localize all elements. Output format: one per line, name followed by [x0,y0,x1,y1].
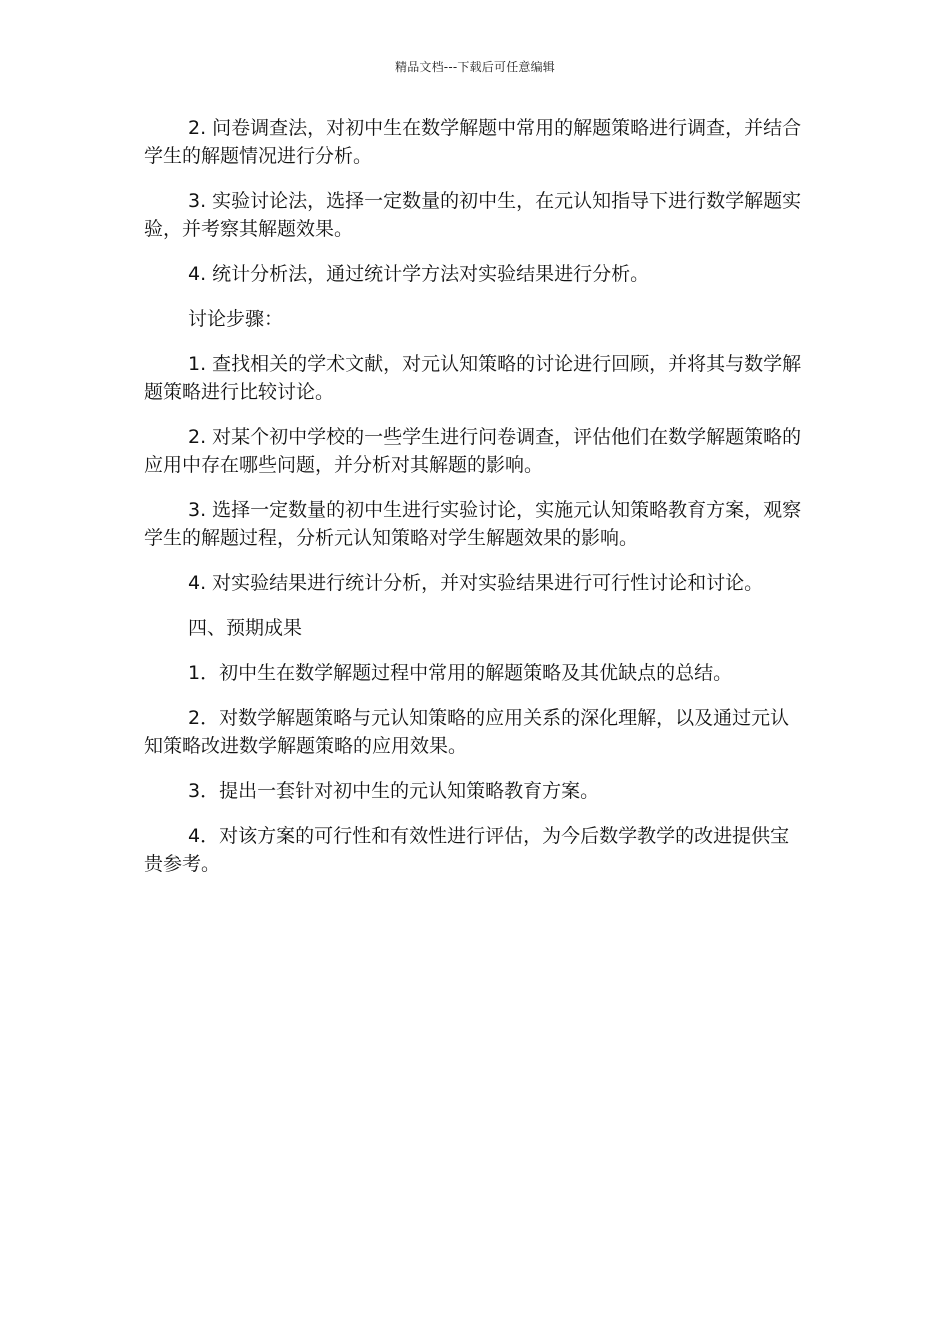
paragraph-step-4: 4. 对实验结果进行统计分析，并对实验结果进行可行性讨论和讨论。 [188,572,764,594]
section-heading-outcomes: 四、预期成果 [188,617,303,639]
paragraph-method-4: 4. 统计分析法，通过统计学方法对实验结果进行分析。 [188,263,650,285]
page-header: 精品文档---下载后可任意编辑 [395,60,555,74]
paragraph-step-3: 3. 选择一定数量的初中生进行实验讨论，实施元认知策略教育方案，观察学生的解题过程，分析元认知策略对学生解题效果的影响。 [144,499,802,549]
document-body [144,114,808,895]
paragraph-outcome-3: 3．提出一套针对初中生的元认知策略教育方案。 [188,780,600,802]
section-heading-steps: 讨论步骤： [188,308,284,330]
paragraph-step-2: 2. 对某个初中学校的一些学生进行问卷调查，评估他们在数学解题策略的应用中存在哪些问题，并分析对其解题的影响。 [144,426,802,476]
paragraph-outcome-1: 1．初中生在数学解题过程中常用的解题策略及其优缺点的总结。 [188,662,733,684]
paragraph-method-3: 3. 实验讨论法，选择一定数量的初中生，在元认知指导下进行数学解题实验，并考察其解题效果。 [144,190,802,240]
paragraph-outcome-2: 2．对数学解题策略与元认知策略的应用关系的深化理解，以及通过元认知策略改进数学解题策略的应用效果。 [144,707,790,757]
paragraph-method-2: 2. 问卷调查法，对初中生在数学解题中常用的解题策略进行调查，并结合学生的解题情况进行分析。 [144,117,802,167]
paragraph-step-1: 1. 查找相关的学术文献，对元认知策略的讨论进行回顾，并将其与数学解题策略进行比较讨论。 [144,353,802,403]
paragraph-outcome-4: 4．对该方案的可行性和有效性进行评估，为今后数学教学的改进提供宝贵参考。 [144,825,790,875]
